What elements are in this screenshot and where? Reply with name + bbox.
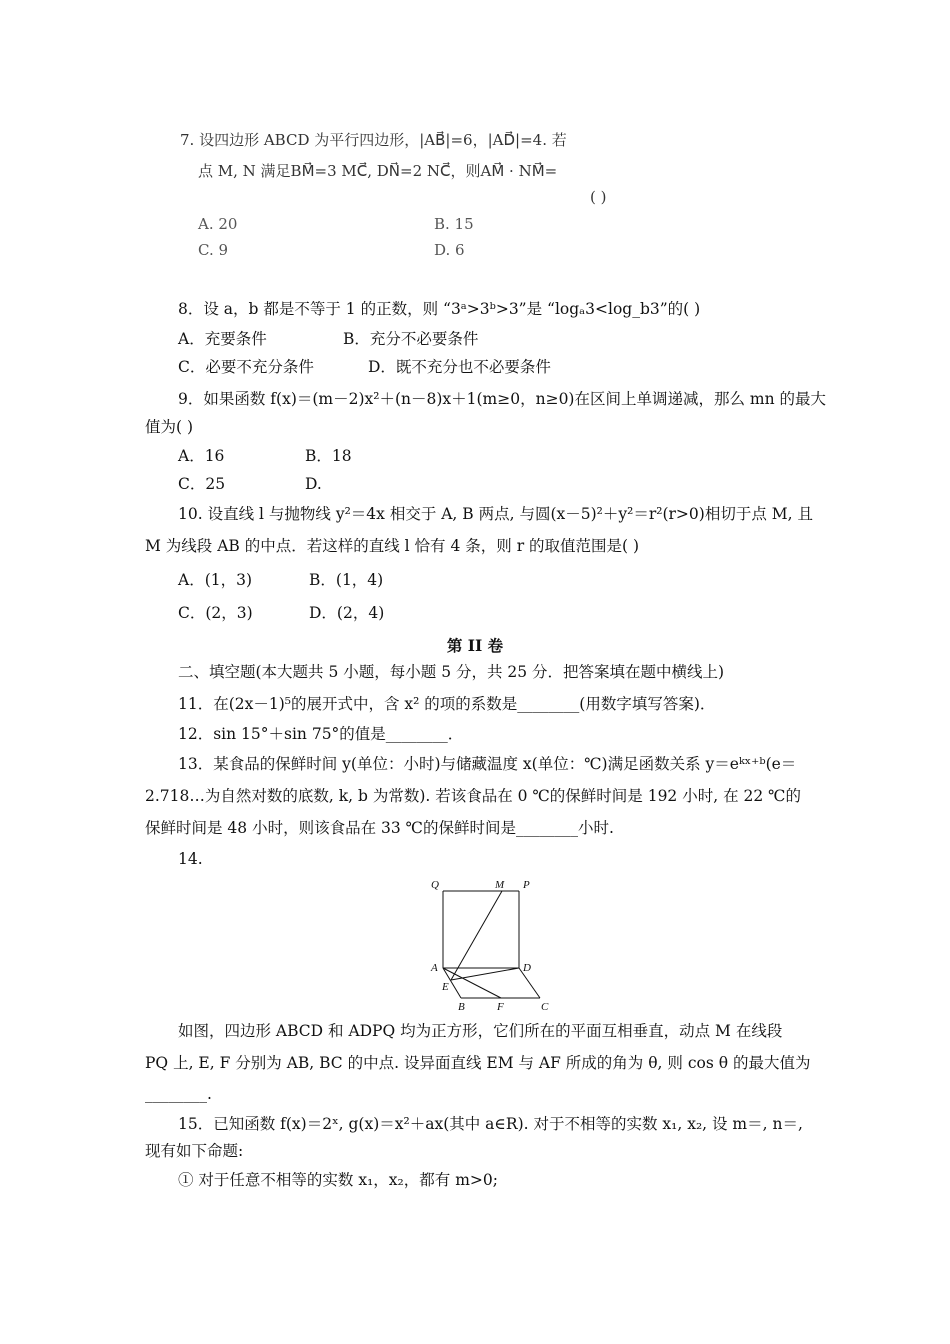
section2-header: 二、填空题(本大题共 5 小题，每小题 5 分，共 25 分．把答案填在题中横线上)	[178, 663, 725, 681]
geometry-figure	[425, 876, 560, 1013]
label-d: D	[523, 962, 531, 974]
q9-line2: 值为( )	[145, 418, 194, 436]
q13-line3: 保鲜时间是 48 小时，则该食品在 33 ℃的保鲜时间是________小时.	[145, 819, 614, 837]
q10-option-a: A．(1，3)	[178, 571, 253, 589]
q7-line1: 7. 设四边形 ABCD 为平行四边形，|AB⃗|=6，|AD⃗|=4. 若	[180, 131, 567, 149]
q8-option-a: A．充要条件	[178, 330, 267, 348]
label-e: E	[442, 981, 449, 993]
q7-paren: ( )	[590, 188, 607, 206]
q7-option-d: D. 6	[434, 241, 465, 259]
q12: 12．sin 15°＋sin 75°的值是________．	[178, 725, 464, 743]
q9-option-a: A．16	[178, 447, 225, 465]
q15-line2: 现有如下命题:	[145, 1142, 244, 1160]
q10-line1: 10. 设直线 l 与抛物线 y²＝4x 相交于 A, B 两点, 与圆(x－5)²＋y²＝r²(r>0)相切于点 M, 且	[178, 505, 813, 523]
q7-option-b: B. 15	[434, 215, 474, 233]
q9-option-d: D.	[305, 475, 322, 493]
label-a: A	[431, 962, 438, 974]
label-b: B	[458, 1001, 465, 1013]
label-m: M	[495, 879, 505, 891]
label-f: F	[497, 1001, 504, 1013]
q14-line2: PQ 上, E, F 分别为 AB, BC 的中点. 设异面直线 EM 与 AF 所成的角为 θ, 则 cos θ 的最大值为	[145, 1054, 811, 1072]
q10-option-d: D．(2，4)	[309, 604, 385, 622]
q11: 11．在(2x－1)⁵的展开式中，含 x² 的项的系数是________(用数字填写答案)．	[178, 695, 716, 713]
q10-option-c: C．(2，3)	[178, 604, 253, 622]
q15-line1: 15．已知函数 f(x)＝2ˣ, g(x)＝x²＋ax(其中 a∈R). 对于不相等的实数 x₁, x₂, 设 m＝, n＝,	[178, 1115, 803, 1133]
q14-line3: ________.	[145, 1085, 212, 1103]
q9-option-b: B．18	[305, 447, 352, 465]
q14-number: 14.	[178, 850, 203, 868]
segment-em	[451, 891, 502, 980]
label-q: Q	[431, 879, 439, 891]
section-title: 第 II 卷	[446, 636, 504, 655]
q9-line1: 9．如果函数 f(x)＝(m－2)x²＋(n－8)x＋1(m≥0，n≥0)在区间上单调递减，那么 mn 的最大	[178, 390, 827, 408]
q10-line2: M 为线段 AB 的中点．若这样的直线 l 恰有 4 条，则 r 的取值范围是( )	[145, 537, 640, 555]
q8-option-c: C．必要不充分条件	[178, 358, 314, 376]
label-p: P	[523, 879, 530, 891]
q13-line2: 2.718…为自然对数的底数, k, b 为常数). 若该食品在 0 ℃的保鲜时间是 192 小时, 在 22 ℃的	[145, 787, 801, 805]
q8-option-d: D．既不充分也不必要条件	[368, 358, 551, 376]
q8-stem: 8．设 a，b 都是不等于 1 的正数，则 “3ᵃ>3ᵇ>3”是 “logₐ3<log_b3”的( )	[178, 300, 701, 318]
segment-ed	[451, 968, 519, 980]
q9-option-c: C．25	[178, 475, 226, 493]
q7-option-a: A. 20	[198, 215, 238, 233]
q10-option-b: B．(1，4)	[309, 571, 384, 589]
q14-line1: 如图，四边形 ABCD 和 ADPQ 均为正方形，它们所在的平面互相垂直，动点 M 在线段	[178, 1022, 783, 1040]
q8-option-b: B．充分不必要条件	[343, 330, 479, 348]
label-c: C	[541, 1001, 549, 1013]
q13-line1: 13．某食品的保鲜时间 y(单位：小时)与储藏温度 x(单位：℃)满足函数关系 y＝eᵏˣ⁺ᵇ(e＝	[178, 755, 797, 773]
q7-line2: 点 M, N 满足BM⃗=3 MC⃗, DN⃗=2 NC⃗，则AM⃗ · NM⃗=	[198, 162, 558, 180]
q7-option-c: C. 9	[198, 241, 229, 259]
q15-line3: ① 对于任意不相等的实数 x₁，x₂，都有 m>0;	[178, 1171, 498, 1189]
